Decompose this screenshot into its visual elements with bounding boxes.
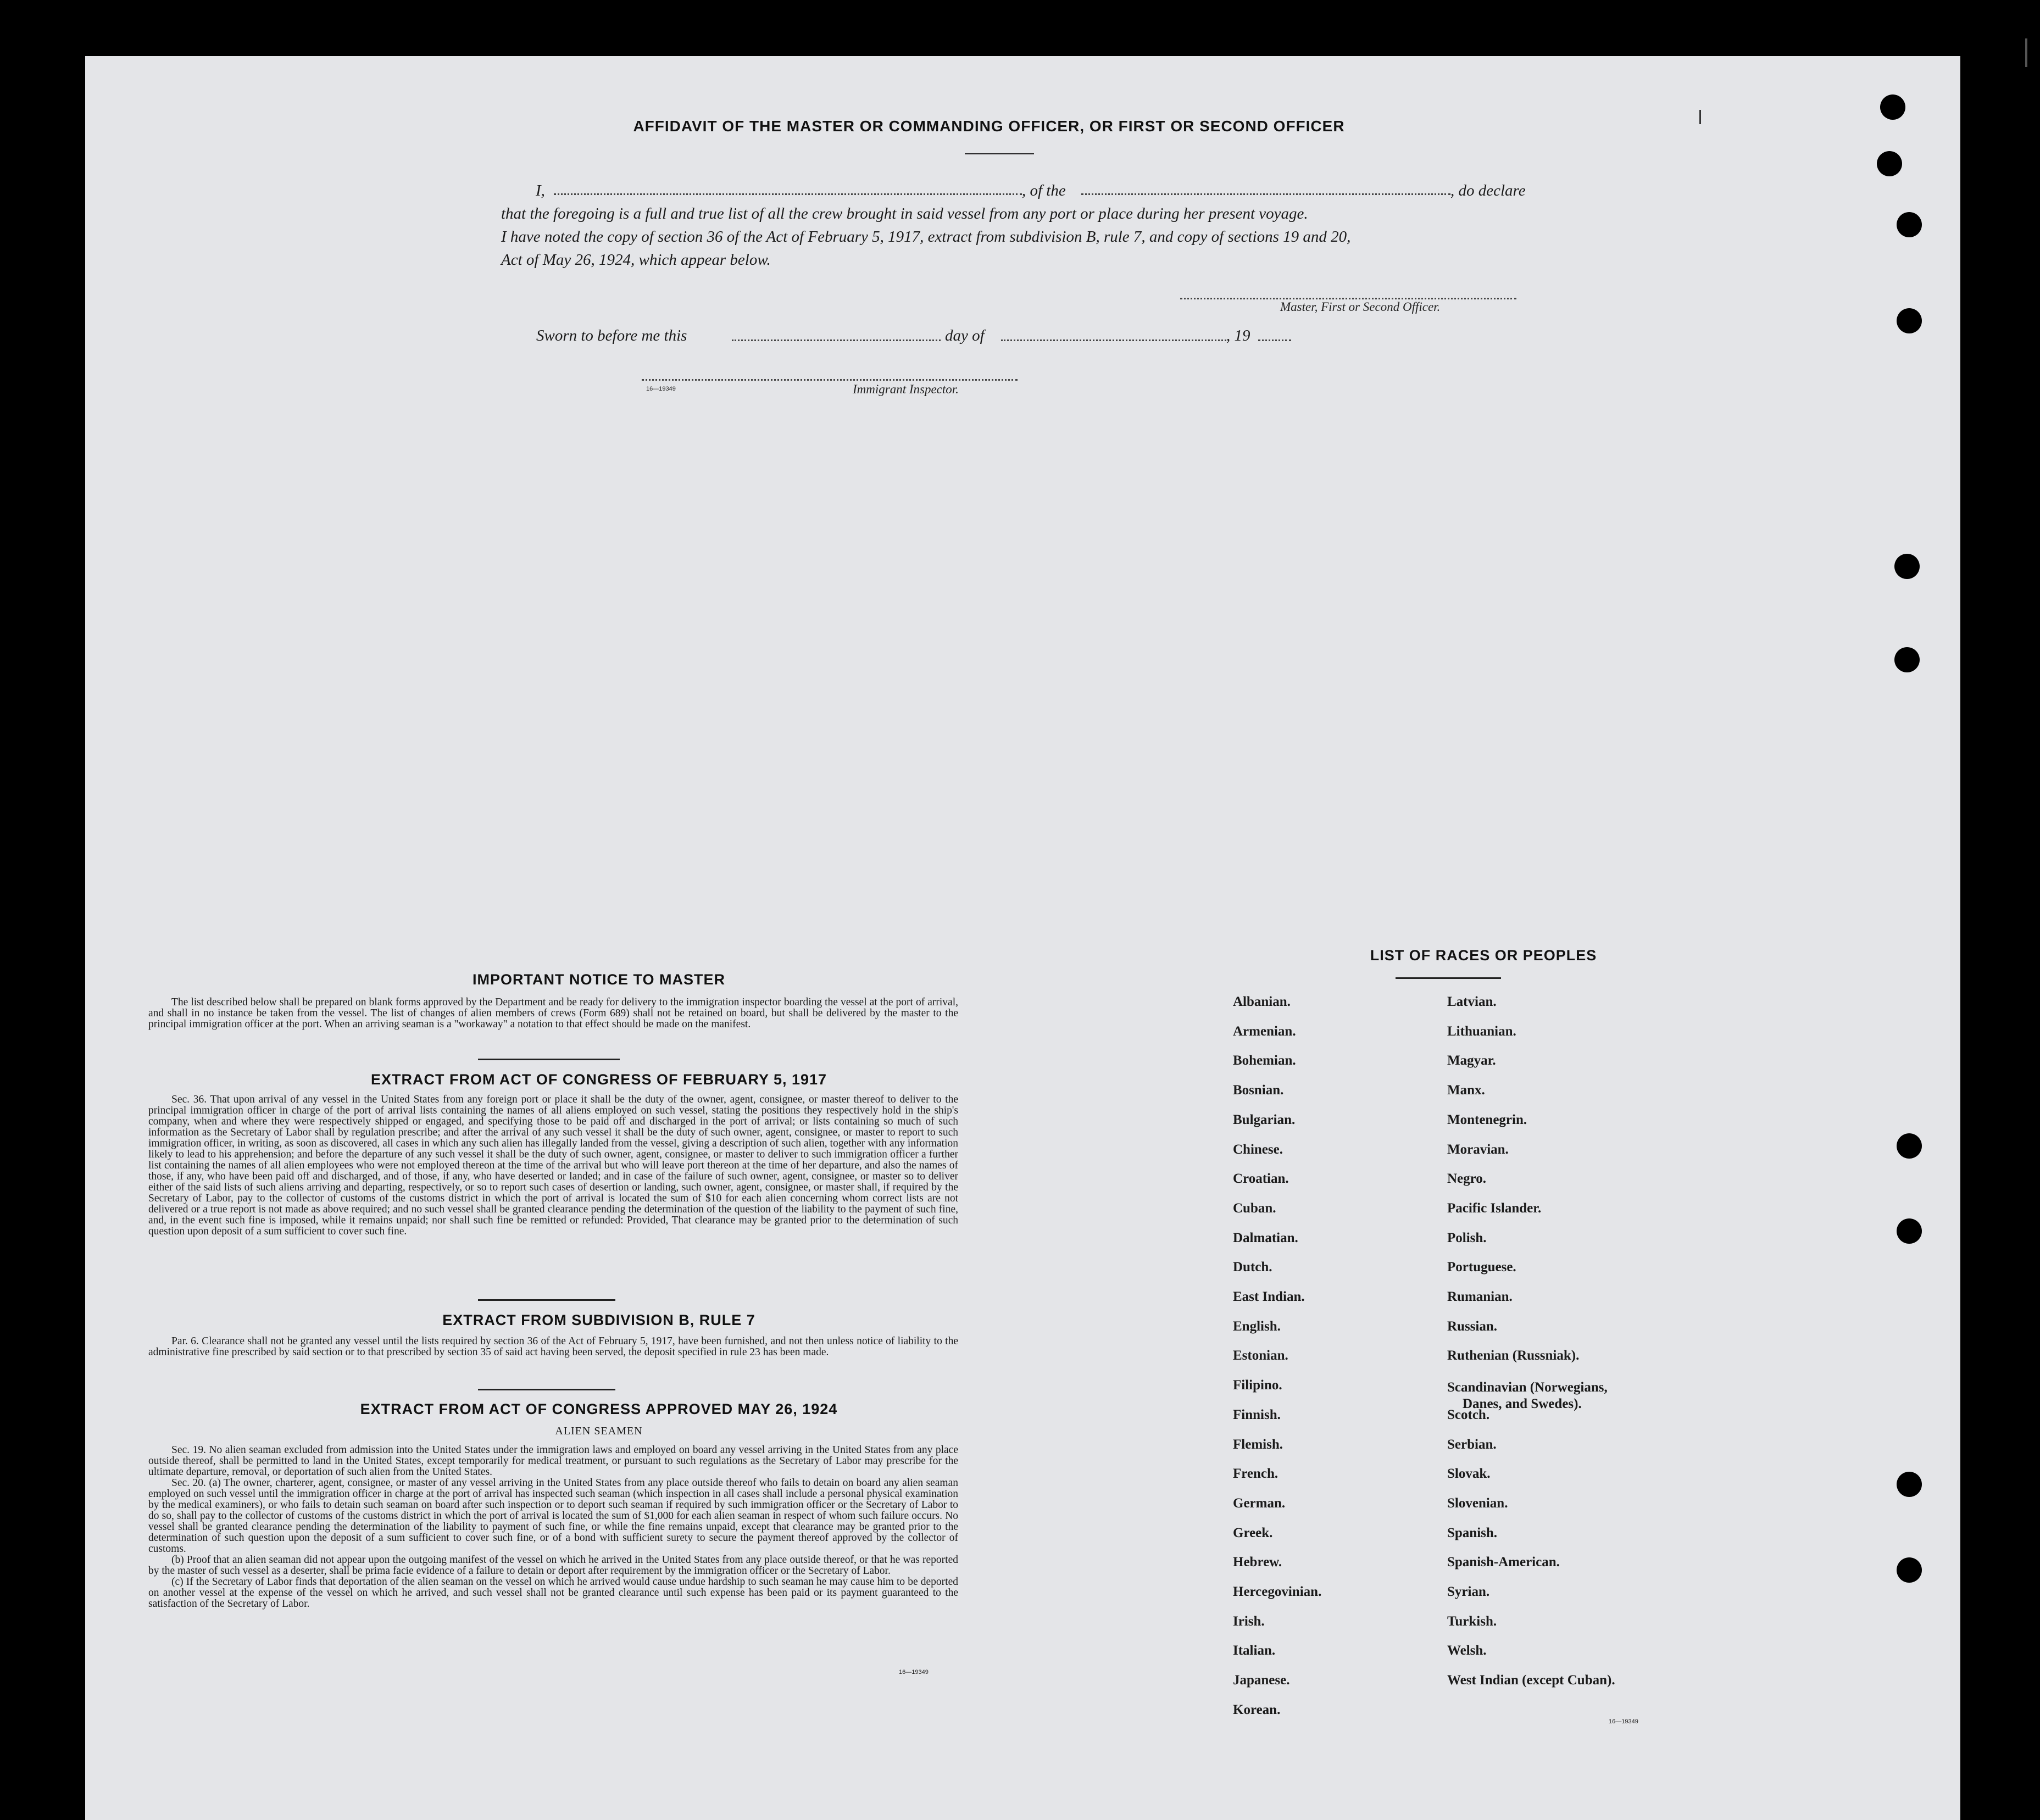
binder-hole <box>1894 554 1920 579</box>
form-code: 16—19349 <box>1609 1718 1638 1725</box>
race-item: Bulgarian. <box>1233 1112 1296 1127</box>
race-item: Estonian. <box>1233 1348 1288 1363</box>
extract-1917-title: EXTRACT FROM ACT OF CONGRESS OF FEBRUARY 5, 1917 <box>370 1071 827 1088</box>
race-item: Albanian. <box>1233 994 1291 1009</box>
inspector-label: Immigrant Inspector. <box>853 382 959 396</box>
race-item: East Indian. <box>1233 1289 1305 1304</box>
sec-19-paragraph: Sec. 19. No alien seaman excluded from admission into the United States under the immigration laws and employed on board any vessel arriving in the United States from any place outside thereof, shall be permitted to land in the United States, except temporarily for medical treatment, or pursuant to such regulations as the Secretary of Labor may prescribe for the ultimate departure, removal, or deportation of such alien from the United States. <box>148 1444 958 1478</box>
subdivision-b-text <box>148 1336 958 1358</box>
binder-hole <box>1897 308 1922 333</box>
race-item: Scandinavian (Norwegians, <box>1447 1380 1608 1395</box>
sec-20c-paragraph: (c) If the Secretary of Labor finds that deportation of the alien seaman on the vessel on which he arrived would cause undue hardship to such seaman he may cause him to be deported on another vessel at the expense of the vessel on which he arrived, and such vessel shall not be granted clearance until such expense has been paid or its payment guaranteed to the satisfaction of the Secretary of Labor. <box>148 1576 958 1610</box>
divider <box>478 1299 615 1301</box>
race-item: English. <box>1233 1319 1281 1334</box>
divider <box>1396 977 1501 979</box>
form-code: 16—19349 <box>646 386 676 392</box>
binder-hole <box>1897 1133 1922 1159</box>
race-item: Scotch. <box>1447 1407 1490 1422</box>
do-declare-label: , do declare <box>1450 182 1526 199</box>
binder-hole <box>1897 1218 1922 1244</box>
alien-seamen-subtitle: ALIEN SEAMEN <box>555 1425 643 1437</box>
binder-hole <box>1897 212 1922 237</box>
race-item: Filipino. <box>1233 1378 1282 1393</box>
notice-text <box>148 997 958 1030</box>
race-item: Irish. <box>1233 1614 1265 1629</box>
race-item: Korean. <box>1233 1702 1281 1717</box>
sec-36-paragraph: Sec. 36. That upon arrival of any vessel in the United States from any foreign port or place it shall be the duty of the owner, agent, consignee, or master thereof to deliver to the principal immigration officer in charge of the port of arrival lists containing the names of all aliens employed on such vessel, stating the positions they respectively hold in the ship's company, when and where they were respectively shipped or engaged, and specifying those to be paid off and discharged in the port of arrival; or lists containing so much of such information as the Secretary of Labor shall by regulation prescribe; and after the arrival of any such vessel it shall be the duty of such owner, agent, consignee, or master to report to such immigration officer, in writing, as soon as discovered, all cases in which any such alien has illegally landed from the vessel, giving a description of such alien, together with any information likely to lead to his apprehension; and before the departure of any such vessel it shall be the duty of such owner, agent, consignee, or master to deliver to such immigration officer a further list containing the names of all alien employees who were not employed thereon at the time of the arrival but who will leave port thereon at the time of her departure, and also the names of those, if any, who have been paid off and discharged, and of those, if any, who have deserted or landed; and in case of the failure of such owner, agent, consignee, or master so to deliver either of the said lists of such aliens arriving and departing, respectively, or so to report such cases of desertion or landing, such owner, agent, consignee, or master shall, if required by the Secretary of Labor, pay to the collector of customs of the customs district in which the port of arrival is located the sum of $10 for each alien concerning whom correct lists are not delivered or a true report is not made as above required; and no such vessel shall be granted clearance pending the determination of the question of the liability to the payment of such fine, and, in the event such fine is imposed, while it remains unpaid; nor shall such fine be remitted or refunded: Provided, That clearance may be granted prior to the determination of such question upon deposit of a sum sufficient to cover such fine. <box>148 1094 958 1237</box>
race-item: Montenegrin. <box>1447 1112 1527 1127</box>
race-item: Latvian. <box>1447 994 1497 1009</box>
name-field[interactable] <box>554 193 1022 195</box>
race-item: Bosnian. <box>1233 1083 1284 1098</box>
race-item: Spanish. <box>1447 1526 1498 1540</box>
sworn-label: Sworn to before me this <box>536 327 687 344</box>
of-the-label: , of the <box>1022 182 1066 199</box>
notice-title: IMPORTANT NOTICE TO MASTER <box>473 971 725 988</box>
race-item: Danes, and Swedes). <box>1463 1396 1582 1411</box>
binder-hole <box>1894 647 1920 672</box>
race-item: Ruthenian (Russniak). <box>1447 1348 1580 1363</box>
binder-hole <box>1877 151 1902 176</box>
signature-label: Master, First or Second Officer. <box>1280 300 1441 314</box>
inspector-signature-field[interactable] <box>642 379 1018 381</box>
extract-1924-title: EXTRACT FROM ACT OF CONGRESS APPROVED MAY 26, 1924 <box>360 1401 838 1417</box>
binder-hole <box>1880 94 1905 120</box>
vessel-field[interactable] <box>1081 193 1450 195</box>
divider <box>478 1059 620 1060</box>
race-item: Negro. <box>1447 1171 1487 1186</box>
race-item: Chinese. <box>1233 1142 1283 1157</box>
form-code: 16—19349 <box>899 1669 929 1676</box>
edge-mark <box>2025 38 2027 67</box>
race-item: Hercegovinian. <box>1233 1584 1322 1599</box>
signature-field[interactable] <box>1180 298 1516 299</box>
race-item: Welsh. <box>1447 1643 1487 1658</box>
race-item: Cuban. <box>1233 1201 1276 1216</box>
race-item: Flemish. <box>1233 1437 1283 1452</box>
sworn-month-field[interactable] <box>1001 339 1226 341</box>
race-item: Lithuanian. <box>1447 1024 1516 1039</box>
race-item: Dutch. <box>1233 1260 1272 1274</box>
extract-1917-text <box>148 1094 958 1237</box>
race-item: Pacific Islander. <box>1447 1201 1542 1216</box>
race-item: Turkish. <box>1447 1614 1497 1629</box>
race-item: Magyar. <box>1447 1053 1496 1068</box>
race-item: Bohemian. <box>1233 1053 1296 1068</box>
race-item: Armenian. <box>1233 1024 1296 1039</box>
declaration-line-3: Act of May 26, 1924, which appear below. <box>501 251 771 269</box>
race-item: Dalmatian. <box>1233 1231 1298 1245</box>
notice-paragraph: The list described below shall be prepared on blank forms approved by the Department and be ready for delivery to the immigration inspector boarding the vessel at the port of arrival, and shall in no instance be taken from the vessel. The list of changes of alien members of crews (Form 689) shall not be retained on board, but shall be delivered by the master to the principal immigration officer at the port. When an arriving seaman is a "workaway" a notation to that effect should be made on the manifest. <box>148 997 958 1030</box>
subdivision-b-title: EXTRACT FROM SUBDIVISION B, RULE 7 <box>442 1312 755 1328</box>
race-item: Greek. <box>1233 1526 1273 1540</box>
binder-hole <box>1897 1472 1922 1497</box>
race-item: Syrian. <box>1447 1584 1490 1599</box>
race-item: French. <box>1233 1466 1279 1481</box>
i-label: I, <box>536 182 545 199</box>
par-6-paragraph: Par. 6. Clearance shall not be granted any vessel until the lists required by section 36 of the Act of February 5, 1917, have been furnished, and not then unless notice of liability to the administrative fine prescribed by said section or to that prescribed by section 35 of said act having been served, the deposit specified in rule 23 has been made. <box>148 1335 958 1358</box>
races-title: LIST OF RACES OR PEOPLES <box>1370 947 1597 964</box>
declaration-line-1: that the foregoing is a full and true list of all the crew brought in said vessel from any port or place during her present voyage. <box>501 205 1308 222</box>
divider <box>965 153 1034 154</box>
sworn-day-field[interactable] <box>732 339 941 341</box>
race-item: Russian. <box>1447 1319 1498 1334</box>
race-item: Slovak. <box>1447 1466 1491 1481</box>
affidavit-title: AFFIDAVIT OF THE MASTER OR COMMANDING OFFICER, OR FIRST OR SECOND OFFICER <box>633 118 1345 135</box>
day-of-label: day of <box>945 327 985 344</box>
race-item: Finnish. <box>1233 1407 1281 1422</box>
race-item: Hebrew. <box>1233 1555 1282 1569</box>
race-item: Rumanian. <box>1447 1289 1513 1304</box>
race-item: Polish. <box>1447 1231 1487 1245</box>
extract-1924-text <box>148 1445 958 1610</box>
race-item: Portuguese. <box>1447 1260 1516 1274</box>
race-item: Moravian. <box>1447 1142 1509 1157</box>
race-item: Slovenian. <box>1447 1496 1508 1511</box>
race-item: Manx. <box>1447 1083 1485 1098</box>
declaration-line-2: I have noted the copy of section 36 of the Act of February 5, 1917, extract from subdivision B, rule 7, and copy of sections 19 and 20, <box>501 228 1351 246</box>
race-item: German. <box>1233 1496 1286 1511</box>
race-item: Japanese. <box>1233 1673 1290 1688</box>
year-label: , 19 <box>1226 327 1250 344</box>
race-item: Italian. <box>1233 1643 1276 1658</box>
race-item: Serbian. <box>1447 1437 1497 1452</box>
race-item: West Indian (except Cuban). <box>1447 1673 1615 1688</box>
race-item: Spanish-American. <box>1447 1555 1560 1569</box>
margin-mark <box>1699 110 1701 124</box>
sworn-year-field[interactable] <box>1258 339 1291 341</box>
divider <box>478 1389 615 1390</box>
sec-20a-paragraph: Sec. 20. (a) The owner, charterer, agent, consignee, or master of any vessel arriving in the United States from any place outside thereof who fails to detain on board any alien seaman employed on such vessel until the immigration officer in charge at the port of arrival has inspected such seaman (which inspection in all cases shall include a personal physical examination by the medical examiners), or who fails to detain such seaman on board after such inspection or to deport such seaman if required by such immigration officer or the Secretary of Labor to do so, shall pay to the collector of customs of the customs district in which the port of arrival is located the sum of $1,000 for each alien seaman in respect of whom such failure occurs. No vessel shall be granted clearance pending the determination of the liability to payment of such fine, or while the fine remains unpaid, except that clearance may be granted prior to the determination of such question upon the deposit of a sum sufficient to cover such fine, or of a bond with sufficient surety to secure the payment thereof approved by the collector of customs. <box>148 1477 958 1555</box>
race-item: Croatian. <box>1233 1171 1289 1186</box>
sec-20b-paragraph: (b) Proof that an alien seaman did not appear upon the outgoing manifest of the vessel on which he arrived in the United States from any place outside thereof, or that he was reported by the master of such vessel as a deserter, shall be prima facie evidence of a failure to detain or deport after requirement by the immigration officer or the Secretary of Labor. <box>148 1554 958 1577</box>
binder-hole <box>1897 1557 1922 1583</box>
